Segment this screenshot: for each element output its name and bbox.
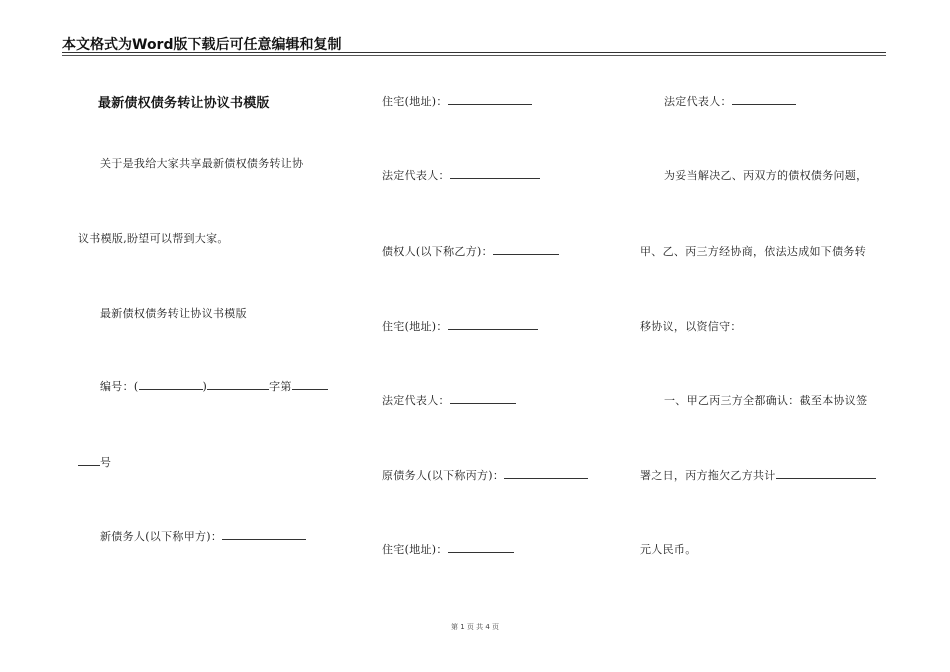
address-blank-3[interactable] — [448, 541, 514, 553]
orig-debtor-label: 原债务人(以下称丙方)： — [382, 469, 505, 482]
contract-number-line — [100, 378, 328, 394]
legal-rep-label-1: 法定代表人： — [382, 169, 450, 182]
address-label-2: 住宅(地址)： — [382, 320, 448, 333]
number-mid: ) — [202, 380, 208, 393]
legal-rep-blank-2[interactable] — [450, 392, 516, 404]
creditor-label: 债权人(以下称乙方)： — [382, 245, 493, 258]
clause-line-2 — [640, 467, 876, 483]
number-blank-4[interactable] — [78, 454, 100, 466]
legal-rep-line-1 — [382, 167, 540, 183]
new-debtor-line — [100, 528, 306, 544]
number-blank-3[interactable] — [292, 378, 328, 390]
new-debtor-blank[interactable] — [222, 528, 306, 540]
clause-line-3: 元人民币。 — [640, 543, 697, 556]
number-blank-2[interactable] — [207, 378, 269, 390]
address-line-3 — [382, 541, 514, 557]
number-prefix: 编号：( — [100, 380, 139, 393]
orig-debtor-blank[interactable] — [504, 467, 588, 479]
address-label-1: 住宅(地址)： — [382, 95, 448, 108]
legal-rep-blank-3[interactable] — [732, 93, 796, 105]
subtitle-line: 最新债权债务转让协议书模版 — [100, 307, 247, 320]
legal-rep-label-2: 法定代表人： — [382, 394, 450, 407]
legal-rep-line-3 — [664, 93, 796, 109]
intro-line-1: 关于是我给大家共享最新债权债务转让协 — [100, 157, 304, 170]
legal-rep-line-2 — [382, 392, 516, 408]
creditor-blank[interactable] — [493, 243, 559, 255]
address-line-2 — [382, 318, 538, 334]
document-title: 最新债权债务转让协议书模版 — [98, 96, 270, 111]
number-suffix: 号 — [100, 456, 112, 469]
clause-label-2: 署之日，丙方拖欠乙方共计 — [640, 469, 776, 482]
page-footer: 第 1 页 共 4 页 — [450, 623, 500, 631]
para-line-1: 为妥当解决乙、丙双方的债权债务问题， — [664, 169, 868, 182]
contract-number-line-cont — [78, 454, 111, 470]
legal-rep-label-3: 法定代表人： — [664, 95, 732, 108]
clause-line-1: 一、甲乙丙三方全都确认：截至本协议签 — [664, 394, 868, 407]
number-word: 字第 — [269, 380, 292, 393]
para-line-2: 甲、乙、丙三方经协商，依法达成如下债务转 — [640, 245, 866, 258]
address-label-3: 住宅(地址)： — [382, 543, 448, 556]
legal-rep-blank-1[interactable] — [450, 167, 540, 179]
document-header: 本文格式为Word版下载后可任意编辑和复制 — [62, 37, 342, 53]
address-line-1 — [382, 93, 532, 109]
new-debtor-label: 新债务人(以下称甲方)： — [100, 530, 223, 543]
amount-blank[interactable] — [776, 467, 876, 479]
orig-debtor-line — [382, 467, 588, 483]
number-blank-1[interactable] — [139, 378, 203, 390]
address-blank-1[interactable] — [448, 93, 532, 105]
creditor-line — [382, 243, 559, 259]
header-rule-thick — [62, 52, 886, 53]
para-line-3: 移协议，以资信守： — [640, 320, 742, 333]
intro-line-2: 议书模版,盼望可以帮到大家。 — [78, 232, 229, 245]
address-blank-2[interactable] — [448, 318, 538, 330]
header-rule-thin — [62, 55, 886, 56]
